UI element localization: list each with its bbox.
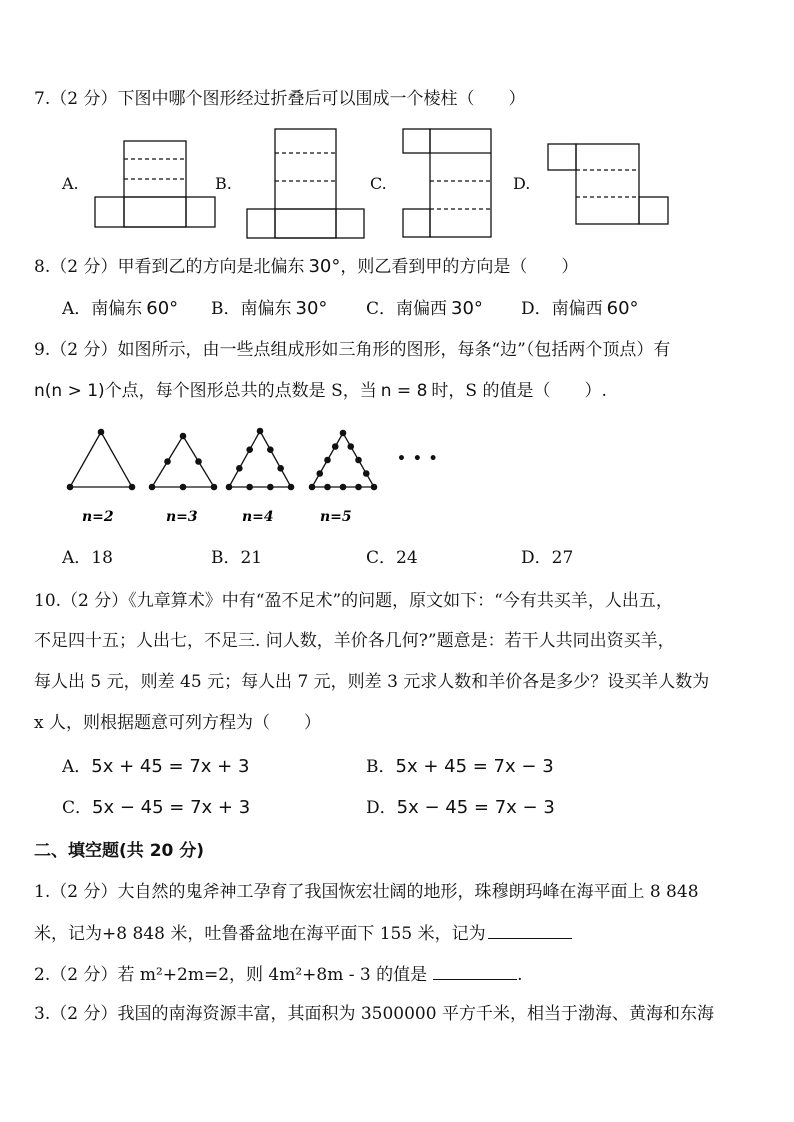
q9-dot [129, 484, 136, 491]
q10-option-b-equation: 5x + 45 = 7x − 3 [395, 756, 554, 777]
q9-dot [371, 484, 378, 491]
q10-option-c-label: C． [62, 798, 93, 818]
q9-dot [236, 465, 243, 472]
q9-figure-label: n=4 [242, 509, 274, 525]
q7-option-c-label: C. [370, 174, 387, 193]
f1-stem-line1: 1.（2 分）大自然的鬼斧神工孕育了我国恢宏壮阔的地形，珠穆朗玛峰在海平面上 8 848 [34, 882, 699, 902]
q7-option-a-label: A. [62, 174, 79, 193]
q9-dot [246, 446, 253, 453]
q9-option-c: C．24 [366, 548, 418, 568]
q8-option-b-label: B．南偏东 [211, 299, 292, 319]
q9-stem-line2-part2: 个点，每个图形总共的点数是 S，当 [104, 381, 377, 401]
q8-option-d-degree: 60° [606, 298, 639, 319]
f1-stem-line2 [34, 922, 572, 945]
f2-stem-text: 2.（2 分）若 m²+2m=2，则 4m²+8m - 3 的值是 [34, 965, 428, 985]
q8-option-d [521, 298, 639, 320]
q10-stem-line2: 不足四十五；人出七，不足三. 问人数，羊价各几何?”题意是：若干人共同出资买羊， [34, 631, 675, 651]
f1-answer-blank[interactable] [488, 922, 572, 939]
q8-option-c [366, 298, 483, 320]
q9-n-value: n = 8 [380, 381, 428, 401]
q8-stem-part2: ，则乙看到甲的方向是（ ） [340, 257, 579, 277]
q9-triangle-n5 [312, 433, 374, 487]
q9-stem-line2 [34, 380, 607, 402]
q9-dot [340, 430, 347, 437]
q9-stem-line2-part3: 时，S 的值是（ ）. [431, 381, 607, 401]
q10-option-c-equation: 5x − 45 = 7x + 3 [92, 797, 251, 818]
q9-dot [332, 443, 339, 450]
q9-dot [257, 428, 264, 435]
q9-dot [355, 484, 362, 491]
q7-net-a [95, 141, 215, 227]
q9-dot [180, 433, 187, 440]
q9-dot [355, 457, 362, 464]
q9-dot [309, 484, 316, 491]
q9-dot [149, 484, 156, 491]
q9-n-condition: n(n > 1) [34, 381, 105, 401]
f2-stem [34, 963, 523, 986]
q7-net-d [548, 144, 668, 224]
q8-option-a-label: A．南偏东 [62, 299, 143, 319]
q8-option-a [62, 298, 178, 320]
q9-figure-label: n=2 [82, 509, 114, 525]
q9-dot [164, 458, 171, 465]
q8-option-a-degree: 60° [146, 298, 179, 319]
q7-option-b-label: B. [215, 174, 232, 193]
q10-option-b [366, 756, 554, 778]
q9-triangle-n3 [152, 436, 214, 487]
q8-option-d-label: D．南偏西 [521, 299, 603, 319]
q9-figure-label: n=5 [320, 509, 352, 525]
q9-dot [211, 484, 218, 491]
q9-dot [347, 443, 354, 450]
q9-dot [226, 484, 233, 491]
q10-option-d [366, 797, 555, 819]
q10-option-a [62, 756, 249, 778]
q7-net-c [403, 129, 491, 237]
f2-answer-blank[interactable] [433, 963, 517, 980]
q9-dot [195, 458, 202, 465]
q8-stem [34, 256, 578, 278]
q9-option-b: B．21 [211, 548, 263, 568]
q9-dot [246, 484, 253, 491]
q7-net-b [247, 129, 364, 238]
q7-stem: 7.（2 分）下图中哪个图形经过折叠后可以围成一个棱柱（ ） [34, 89, 526, 109]
q9-stem-line1: 9.（2 分）如图所示，由一些点组成形如三角形的图形，每条“边”（包括两个顶点）有 [34, 340, 671, 360]
q9-dot [363, 470, 370, 477]
q10-option-c [62, 797, 250, 819]
q10-option-d-label: D． [366, 798, 397, 818]
f1-stem-line2-text: 米，记为+8 848 米，吐鲁番盆地在海平面下 155 米，记为 [34, 924, 486, 944]
section-title-fill-in: 二、填空题(共 20 分) [34, 841, 205, 861]
q9-dot [316, 470, 323, 477]
q8-option-c-degree: 30° [451, 298, 483, 319]
q9-dot [98, 429, 105, 436]
q9-triangle-n4 [229, 431, 291, 487]
q9-ellipsis: • • • [397, 451, 439, 467]
q9-dot [267, 446, 274, 453]
q10-stem-line3: 每人出 5 元，则差 45 元；每人出 7 元，则差 3 元求人数和羊价各是多少？设买羊人数为 [34, 672, 710, 692]
q10-stem-line4: x 人，则根据题意可列方程为（ ） [34, 713, 321, 733]
q9-dot [324, 484, 331, 491]
q8-option-b [211, 298, 327, 320]
q9-figure-label: n=3 [166, 509, 198, 525]
q10-option-b-label: B． [366, 757, 396, 777]
q8-stem-degree: 30° [308, 256, 341, 277]
q7-option-d-label: D. [513, 174, 531, 193]
f3-stem-line1: 3.（2 分）我国的南海资源丰富，其面积为 3500000 平方千米，相当于渤海、黄海和东海 [34, 1004, 714, 1024]
q9-dot [67, 484, 74, 491]
q10-stem-line1: 10.（2 分）《九章算术》中有“盈不足术”的问题，原文如下：“今有共买羊，人出五， [34, 591, 673, 611]
q9-dot [324, 457, 331, 464]
q10-option-d-equation: 5x − 45 = 7x − 3 [396, 797, 555, 818]
q8-option-b-degree: 30° [295, 298, 328, 319]
q9-dot [277, 465, 284, 472]
q10-option-a-label: A． [62, 757, 92, 777]
q9-dot [340, 484, 347, 491]
q9-dot [180, 484, 187, 491]
q10-option-a-equation: 5x + 45 = 7x + 3 [91, 756, 250, 777]
f2-stem-end: . [517, 965, 523, 985]
q9-option-d: D．27 [521, 548, 574, 568]
q9-dot [267, 484, 274, 491]
q8-stem-part1: 8.（2 分）甲看到乙的方向是北偏东 [34, 257, 305, 277]
q9-dot [288, 484, 295, 491]
q9-triangle-n2 [70, 432, 132, 487]
q9-option-a: A．18 [62, 548, 113, 568]
q8-option-c-label: C．南偏西 [366, 299, 448, 319]
